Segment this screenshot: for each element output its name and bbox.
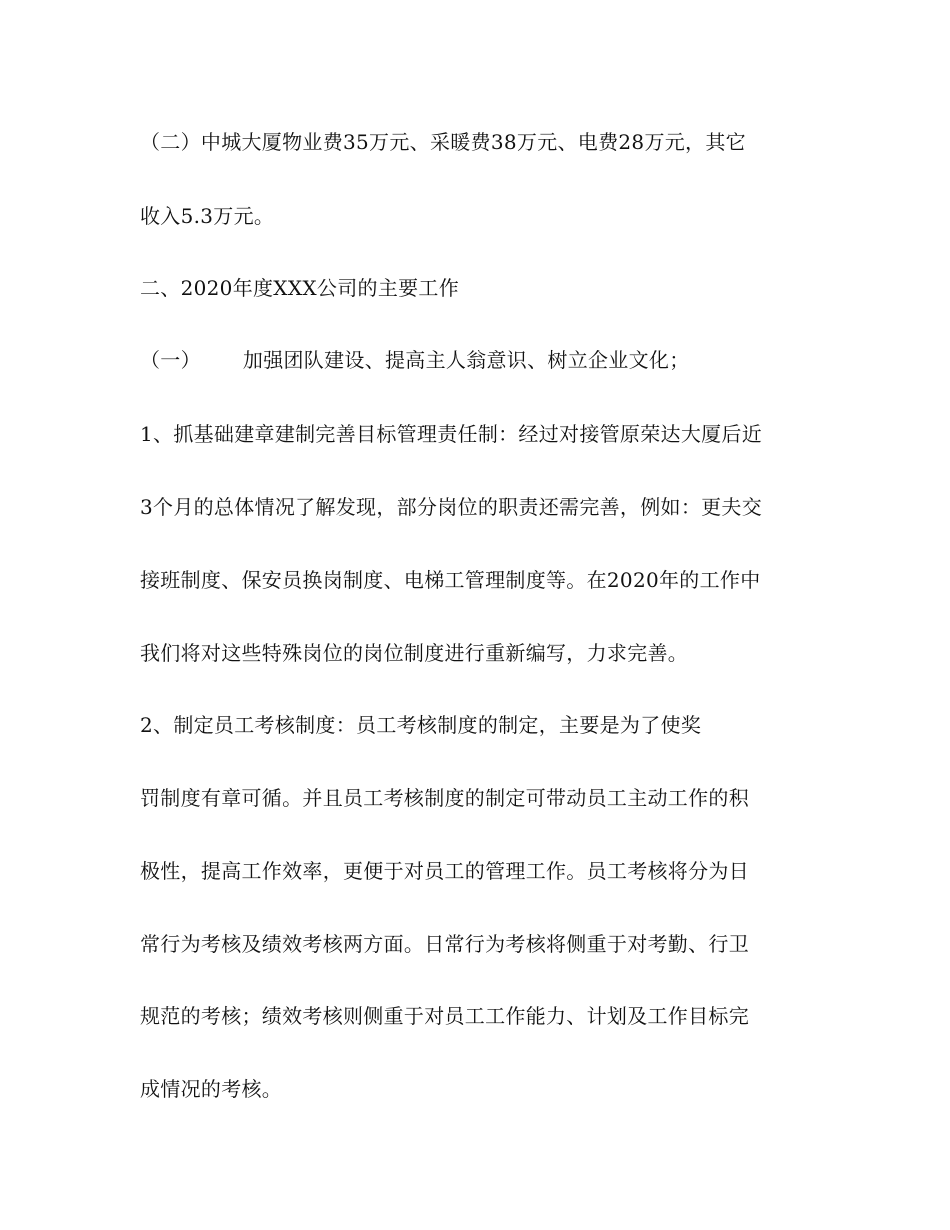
paragraph-line: 2、制定员工考核制度：员工考核制度的制定，主要是为了使奖 (140, 713, 702, 737)
paragraph-line: 规范的考核；绩效考核则侧重于对员工工作能力、计划及工作目标完 (140, 1004, 749, 1028)
paragraph-line: 3个月的总体情况了解发现，部分岗位的职责还需完善，例如：更夫交 (140, 495, 763, 519)
paragraph-line: 我们将对这些特殊岗位的岗位制度进行重新编写，力求完善。 (140, 641, 689, 665)
subsection-marker: （一） (140, 348, 201, 372)
paragraph-line: 常行为考核及绩效考核两方面。日常行为考核将侧重于对考勤、行卫 (140, 932, 749, 956)
paragraph-line: 极性，提高工作效率，更便于对员工的管理工作。员工考核将分为日 (140, 859, 749, 883)
paragraph-line: 罚制度有章可循。并且员工考核制度的制定可带动员工主动工作的积 (140, 786, 749, 810)
paragraph-line: 接班制度、保安员换岗制度、电梯工管理制度等。在2020年的工作中 (140, 568, 761, 592)
section-heading: 二、2020年度XXX公司的主要工作 (140, 276, 460, 300)
subsection-heading (140, 346, 690, 374)
paragraph-line: 成情况的考核。 (140, 1077, 283, 1101)
paragraph-line: 收入5.3万元。 (140, 204, 275, 228)
paragraph-line: 1、抓基础建章建制完善目标管理责任制：经过对接管原荣达大厦后近 (140, 422, 763, 446)
subsection-title: 加强团队建设、提高主人翁意识、树立企业文化； (242, 348, 690, 372)
paragraph-line: （二）中城大厦物业费35万元、采暖费38万元、电费28万元，其它 (140, 130, 746, 154)
